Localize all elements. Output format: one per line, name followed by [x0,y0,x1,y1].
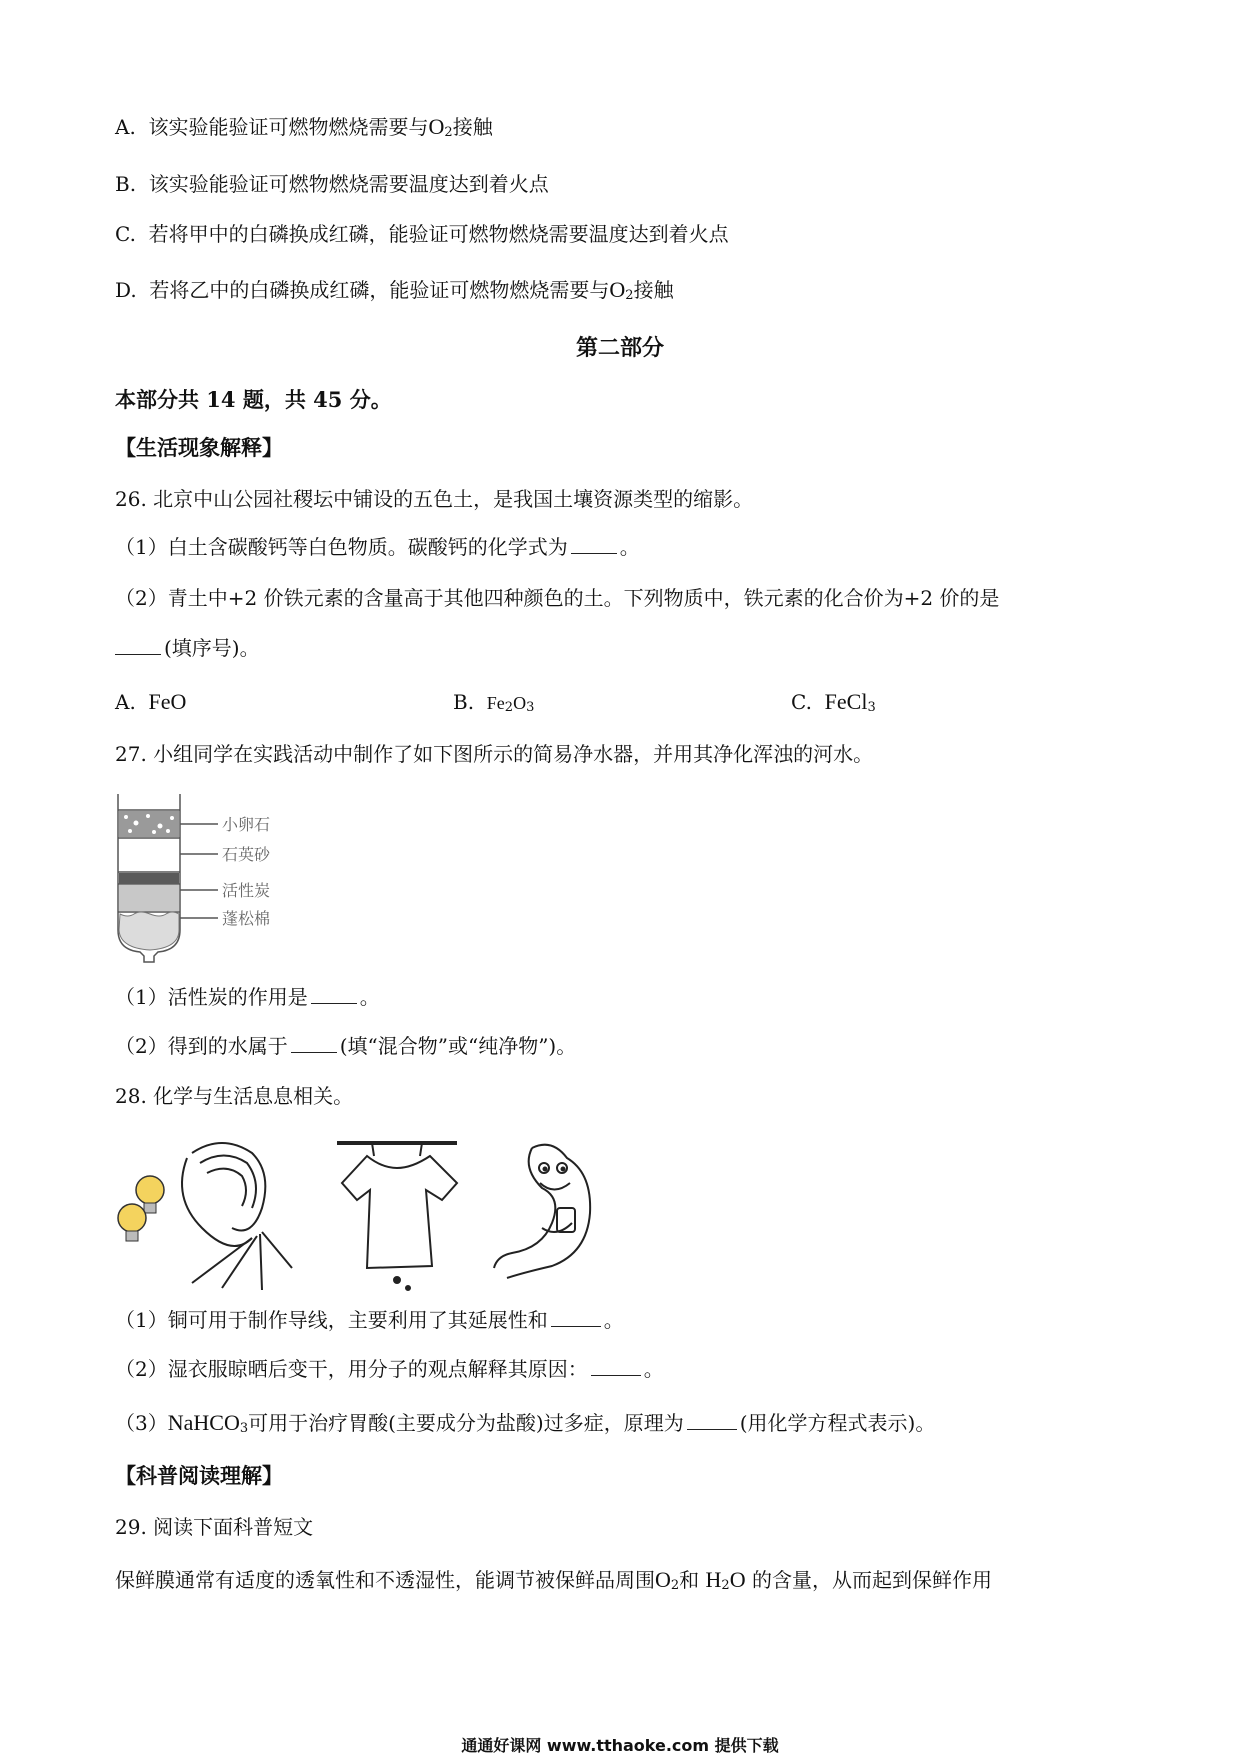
figure-label: 小卵石 [222,815,271,834]
q26-option-c: C. FeCl$_3$ [791,689,876,715]
q26-part2: （2）青土中+2 价铁元素的含量高于其他四种颜色的土。下列物质中，铁元素的化合价为+2 价的是 [115,586,1000,610]
wet-shirt-icon [337,1143,457,1290]
q27-part1: （1）活性炭的作用是 。 [115,985,380,1009]
figure-label: 活性炭 [222,881,271,900]
figure-label: 蓬松棉 [222,909,271,928]
section-heading-reading: 【科普阅读理解】 [115,1463,283,1488]
q28-stem: 28. 化学与生活息息相关。 [115,1084,354,1108]
light-bulb-icon [118,1176,164,1241]
q26-stem: 26. 北京中山公园社稷坛中铺设的五色土，是我国土壤资源类型的缩影。 [115,487,754,511]
q27-stem: 27. 小组同学在实践活动中制作了如下图所示的简易净水器，并用其净化浑浊的河水。 [115,742,874,766]
q26-option-b: B. $Fe_2O_3$ [453,690,535,715]
page-footer: 通通好课网 www.tthaoke.com 提供下载 [461,1736,779,1755]
answer-blank [571,535,617,554]
answer-blank [551,1308,601,1327]
q29-text: 保鲜膜通常有适度的透氧性和不透湿性，能调节被保鲜品周围$O_2$和 $H_2O$ 的含量，从而起到保鲜作用 [115,1567,992,1593]
option-b: B. 该实验能验证可燃物燃烧需要温度达到着火点 [115,172,549,196]
option-a: A. 该实验能验证可燃物燃烧需要与$O_2$接触 [115,114,493,140]
part-title: 第二部分 [575,335,664,361]
figure-label: 石英砂 [222,845,271,864]
q29-stem: 29. 阅读下面科普短文 [115,1515,314,1539]
q28-part3: （3）NaHCO$_3$可用于治疗胃酸(主要成分为盐酸)过多症，原理为 (用化学方程式表示)。 [115,1410,936,1436]
section-heading-life: 【生活现象解释】 [115,435,283,460]
copper-wire-icon [182,1143,292,1290]
life-chemistry-figures [112,1128,632,1293]
part-intro: 本部分共 14 题，共 45 分。 [115,387,392,412]
q26-part1: （1）白土含碳酸钙等白色物质。碳酸钙的化学式为 。 [115,535,640,559]
option-d: D. 若将乙中的白磷换成红磷，能验证可燃物燃烧需要与$O_2$接触 [115,277,674,303]
q27-part2: （2）得到的水属于 (填“混合物”或“纯净物”)。 [115,1034,577,1058]
answer-blank [687,1411,737,1430]
q26-part2-cont: (填序号)。 [115,634,260,662]
q26-option-a: A. FeO [115,689,187,714]
water-filter-figure [110,790,310,965]
answer-blank [591,1357,641,1376]
answer-blank [291,1034,337,1053]
option-c: C. 若将甲中的白磷换成红磷，能验证可燃物燃烧需要温度达到着火点 [115,222,729,246]
q28-part2: （2）湿衣服晾晒后变干，用分子的观点解释其原因： 。 [115,1357,664,1381]
answer-blank [115,636,161,655]
stomach-cartoon-icon [494,1145,590,1278]
answer-blank [311,985,357,1004]
q28-part1: （1）铜可用于制作导线，主要利用了其延展性和 。 [115,1308,624,1332]
